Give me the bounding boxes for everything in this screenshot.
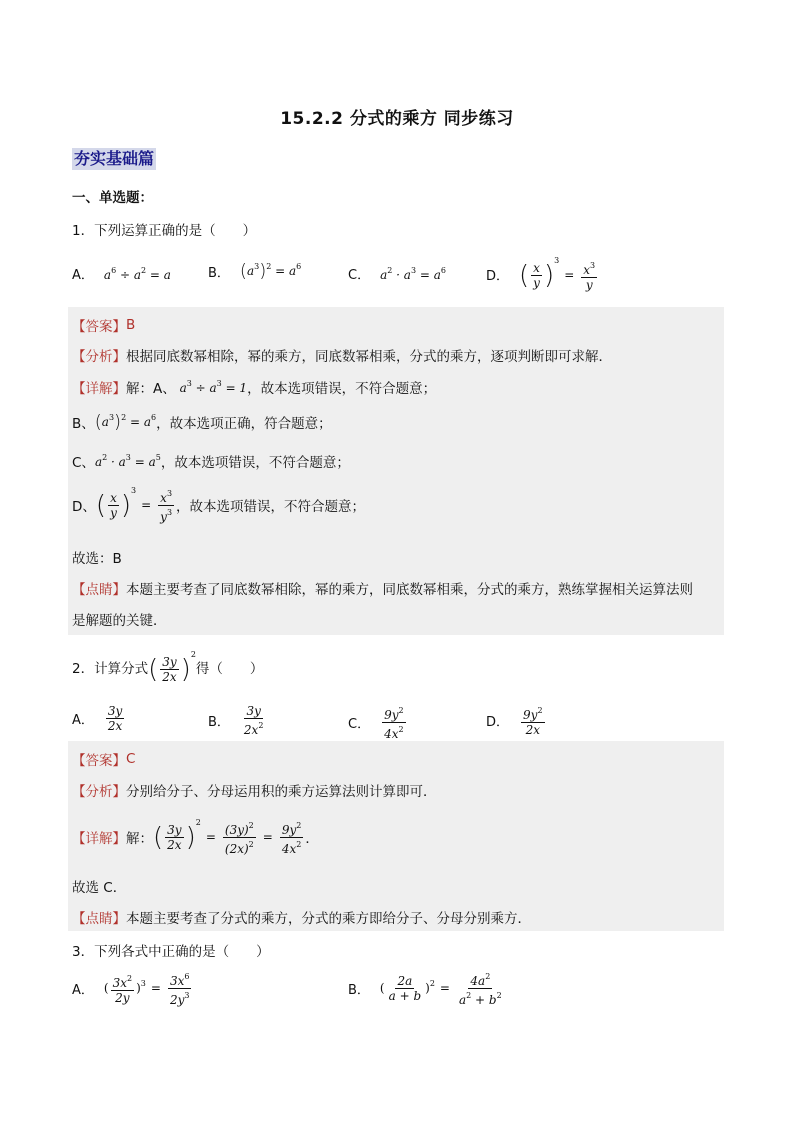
- answer-tag: 【答案】: [72, 319, 126, 335]
- formula: ( $\frac{3x^2}{2y}$ )$^3$ = $\frac{3x^6}{2y^3}$: [103, 972, 190, 1007]
- option-label: A．: [72, 713, 94, 728]
- detail-text: ，故本选项错误，不符合题意；: [176, 499, 366, 515]
- detail-tag: 【详解】: [72, 381, 126, 397]
- formula: ( $\frac{3y}{2x}$ )$^2$: [148, 650, 196, 685]
- detail-intro: 解：A、: [126, 381, 176, 397]
- detail-end: ．: [305, 831, 319, 847]
- note-tag: 【点睛】: [72, 582, 126, 598]
- q2-note: [72, 907, 531, 927]
- q2-analysis: [72, 780, 437, 800]
- q1-detail-d: [72, 486, 365, 524]
- formula: $a^2 \cdot a^3 = a^5$: [94, 453, 161, 469]
- option-label: B．: [208, 715, 230, 730]
- q1-detail-a: [72, 377, 436, 397]
- formula: $a^6 \div a^2 = a$: [103, 265, 171, 282]
- q2-option-d: [486, 704, 547, 737]
- analysis-tag: 【分析】: [72, 349, 126, 365]
- formula: $\frac{3y}{2x^2}$: [243, 704, 264, 737]
- question-1-stem: 1．下列运算正确的是（ ）: [72, 223, 257, 239]
- q1-choose: 故选：B: [72, 551, 122, 567]
- formula: $a^2 \cdot a^3 = a^6$: [380, 265, 446, 282]
- answer-tag: 【答案】: [72, 753, 126, 769]
- option-label: A．: [72, 268, 94, 283]
- page-title: 15.2.2 分式的乘方 同步练习: [280, 109, 514, 129]
- q1-option-b: [208, 262, 301, 281]
- detail-prefix: C、: [72, 455, 95, 471]
- detail-text: ，故本选项错误，不符合题意；: [160, 455, 350, 471]
- formula: $\frac{3y}{2x}$: [107, 704, 123, 733]
- formula: ( $\frac{x}{y}$ )$^3$= $\frac{x^3}{y^3}$: [95, 486, 173, 524]
- question-2-stem: [72, 650, 263, 684]
- option-label: D．: [486, 268, 510, 284]
- stem-suffix: 得（ ）: [195, 661, 264, 677]
- analysis-tag: 【分析】: [72, 784, 126, 800]
- formula: $a^3 \div a^3 = 1$: [175, 379, 248, 395]
- q1-analysis: [72, 345, 612, 365]
- q2-choose: 故选 C．: [72, 880, 127, 896]
- q2-option-b: [208, 704, 267, 737]
- q1-detail-c: [72, 451, 350, 471]
- q1-answer: [72, 315, 135, 335]
- q1-option-c: [348, 264, 446, 283]
- option-label: B．: [208, 266, 230, 281]
- formula: $(a^3)^2 = a^6$: [239, 260, 302, 282]
- note-text: 本题主要考查了分式的乘方，分式的乘方即给分子、分母分别乘方．: [126, 911, 531, 927]
- q3-option-a: [72, 970, 193, 1007]
- formula: ( $\frac{3y}{2x}$ )$^2$= $\frac{(3y)^2}{(2x)^2}$ = $\frac{9y^2}{4x^2}$: [153, 818, 302, 856]
- formula: ( $\frac{2a}{a + b}$ )$^2$ = $\frac{4a^2}{a^2 + b^2}$: [379, 972, 502, 1007]
- part-heading: 一、单选题：: [72, 190, 153, 206]
- q2-option-a: [72, 704, 126, 733]
- section-heading: 夯实基础篇: [74, 149, 155, 168]
- q1-option-d: [486, 256, 599, 292]
- option-label: D．: [486, 715, 510, 730]
- analysis-text: 根据同底数幂相除，幂的乘方，同底数幂相乘，分式的乘方，逐项判断即可求解．: [126, 349, 612, 365]
- stem-prefix: 2．计算分式: [72, 661, 149, 677]
- formula: $(a^3)^2 = a^6$: [94, 411, 157, 433]
- note-tag: 【点睛】: [72, 911, 126, 927]
- detail-prefix: D、: [72, 499, 96, 515]
- option-label: B．: [348, 983, 370, 998]
- q1-note-line2: 是解题的关键．: [72, 613, 167, 629]
- note-text: 本题主要考查了同底数幂相除，幂的乘方，同底数幂相乘，分式的乘方，熟练掌握相关运算法则: [126, 582, 693, 598]
- q1-option-a: [72, 264, 171, 283]
- formula: $\frac{9y^2}{4x^2}$: [384, 706, 404, 741]
- detail-tag: 【详解】: [72, 831, 126, 847]
- question-3-stem: 3．下列各式中正确的是（ ）: [72, 944, 270, 960]
- q1-detail-b: [72, 412, 332, 432]
- detail-intro: 解：: [126, 831, 153, 847]
- answer-value: B: [126, 317, 136, 333]
- analysis-text: 分别给分子、分母运用积的乘方运算法则计算即可．: [126, 784, 437, 800]
- detail-prefix: B、: [72, 416, 95, 432]
- option-label: A．: [72, 983, 94, 998]
- q2-option-c: [348, 704, 408, 741]
- option-label: C．: [348, 717, 371, 732]
- formula: ( $\frac{x}{y}$ )$^3$= $\frac{x^3}{y}$: [519, 256, 596, 292]
- q1-note-line1: [72, 578, 693, 598]
- answer-value: C: [126, 751, 136, 767]
- option-label: C．: [348, 268, 371, 283]
- detail-text: ，故本选项正确，符合题意；: [156, 416, 332, 432]
- formula: $\frac{9y^2}{2x}$: [523, 706, 543, 737]
- q2-answer: [72, 749, 135, 769]
- q2-detail: [72, 818, 319, 856]
- detail-text: ，故本选项错误，不符合题意；: [247, 381, 437, 397]
- q3-option-b: [348, 970, 506, 1007]
